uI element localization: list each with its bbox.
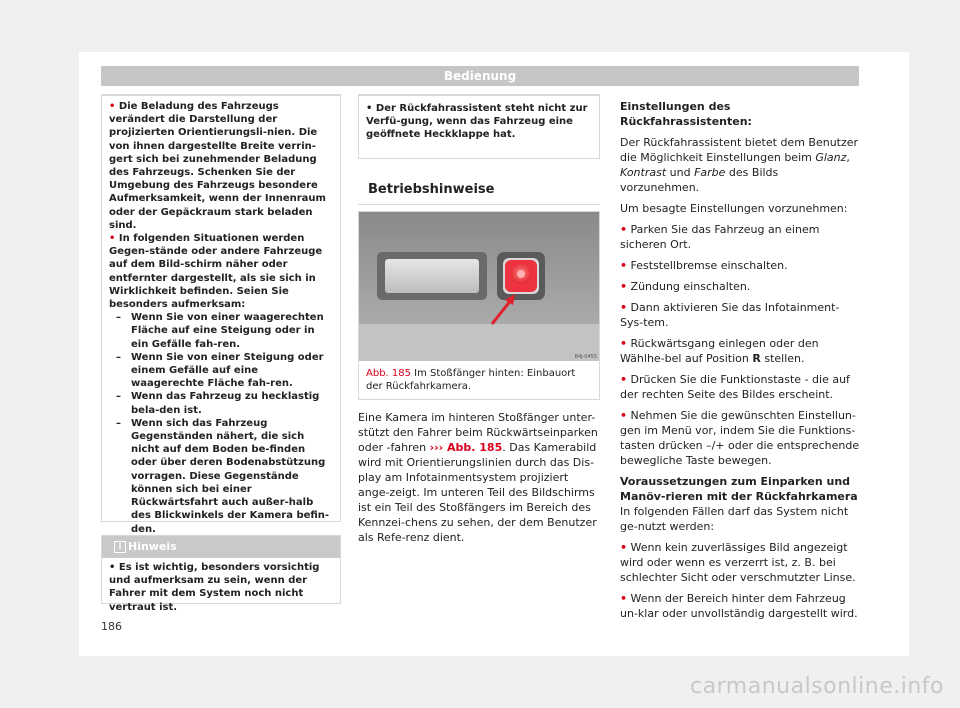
step-text: Rückwärtsgang einlegen oder den Wählhe-bel auf Position — [620, 337, 819, 365]
step-text: Zündung einschalten. — [630, 280, 751, 293]
col2-text-before: Eine Kamera im hinteren Stoßfänger unter-stützt den Fahrer beim Rückwärtseinparken oder -fahren — [358, 411, 598, 454]
condition-text: Wenn kein zuverlässiges Bild angezeigt wird oder wenn es verzerrt ist, z. B. bei schlechter Sicht oder verschmutzter Linse. — [620, 541, 856, 584]
page-header: Bedienung — [101, 66, 859, 86]
bullet-icon: • — [620, 541, 628, 554]
figure-reference-link[interactable]: ››› Abb. 185 — [429, 441, 503, 454]
figure-label: Abb. 185 — [366, 368, 411, 379]
heading-settings: Einstellungen des Rückfahrassistenten: — [620, 100, 752, 128]
warning-col2-item — [366, 102, 593, 142]
step-text: Drücken Sie die Funktionstaste - die auf der rechten Seite des Bildes erscheint. — [620, 373, 850, 401]
intro-part: , — [846, 151, 850, 164]
warning-subitem — [109, 351, 334, 391]
bullet-icon: • — [620, 259, 628, 272]
col2-paragraph — [358, 410, 603, 545]
bullet-icon: • — [620, 373, 628, 386]
warning-subitem-text: Wenn das Fahrzeug zu hecklastig bela-den ist. — [131, 391, 320, 416]
info-icon: i — [114, 541, 126, 553]
figure-caption — [366, 367, 594, 393]
watermark: carmanualsonline.info — [690, 674, 944, 699]
note-title: Hinweis — [128, 540, 177, 553]
note-box — [101, 535, 341, 613]
bullet-icon: • — [620, 409, 628, 422]
gear-position-r: R — [752, 352, 761, 365]
bullet-icon: • — [620, 592, 628, 605]
intro-part: des Bilds vorzunehmen. — [620, 166, 779, 194]
note-item — [109, 561, 334, 614]
step-item — [620, 336, 860, 366]
requirements-intro: In folgenden Fällen darf das System nicht ge-nutzt werden: — [620, 505, 849, 533]
col3 — [620, 99, 860, 621]
step-text: Nehmen Sie die gewünschten Einstellun-gen im Menü vor, indem Sie die Funktions-tasten drücken –/+ oder die entsprechende bewegliche Taste bewegen. — [620, 409, 860, 467]
warning-box-col1 — [101, 94, 341, 535]
settings-lead: Um besagte Einstellungen vorzunehmen: — [620, 202, 848, 215]
step-item — [620, 222, 860, 252]
warning-subitem-text: Wenn Sie von einer Steigung oder einem Gefälle auf eine waagerechte Fläche fah-ren. — [131, 351, 324, 390]
warning-item-2-text: In folgenden Situationen werden Gegen-stände oder andere Fahrzeuge auf dem Bild-schirm näher oder entfernter dargestellt, als sie sich in Wirklichkeit befinden. Seien Sie besonders aufmerksam: — [109, 233, 323, 311]
warning-subitem — [109, 417, 334, 536]
step-item — [620, 279, 860, 294]
bullet-icon: • — [109, 562, 116, 573]
step-item — [620, 300, 860, 330]
condition-item — [620, 540, 860, 585]
term-farbe: Farbe — [694, 166, 726, 179]
section-divider — [358, 204, 600, 205]
section-title: Betriebshinweise — [368, 182, 495, 197]
figure-caption-text: Im Stoßfänger hinten: Einbauort der Rückfahrkamera. — [366, 368, 576, 392]
step-item — [620, 408, 860, 468]
note-item-text: Es ist wichtig, besonders vorsichtig und aufmerksam zu sein, wenn der Fahrer mit dem System noch nicht vertraut ist. — [109, 562, 320, 613]
intro-part: Der Rückfahrassistent bietet dem Benutzer die Möglichkeit Einstellungen beim — [620, 136, 859, 164]
figure-code: B4J-0455 — [574, 354, 597, 360]
warning-item-1-text: Die Beladung des Fahrzeugs verändert die Darstellung der projizierten Orientierungsli-nien. Die von ihnen dargestellte Breite verrin-gert sich bei zunehmender Beladung des Fahrzeugs. Schenken Sie der Umgebung des Fahrzeugs besondere Aufmerksamkeit, wenn der Innenraum oder der Gepäckraum stark beladen sind. — [109, 101, 326, 231]
bullet-icon: • — [620, 337, 628, 350]
bullet-icon: • — [620, 301, 628, 314]
step-text: stellen. — [760, 352, 805, 365]
warning-subitem-text: Wenn sich das Fahrzeug Gegenständen nähert, die sich nicht auf dem Boden be-finden oder über deren Bodenabstützung vorragen. Diese Gegenstände können sich bei einer Rückwärtsfahrt auch außer-halb des Blickwinkels der Kamera befin-den. — [131, 417, 330, 535]
rear-bumper-camera-illustration — [359, 212, 599, 361]
step-item — [620, 372, 860, 402]
warning-box-col2 — [358, 94, 600, 159]
bullet-icon: • — [109, 101, 116, 112]
heading-requirements: Voraussetzungen zum Einparken und Manöv-rieren mit der Rückfahrkamera — [620, 475, 858, 503]
step-text: Feststellbremse einschalten. — [630, 259, 788, 272]
step-text: Parken Sie das Fahrzeug an einem sicheren Ort. — [620, 223, 820, 251]
dash-icon: – — [116, 351, 121, 363]
dash-icon: – — [116, 391, 121, 403]
dash-icon: – — [116, 312, 121, 324]
step-text: Dann aktivieren Sie das Infotainment-Sys-tem. — [620, 301, 840, 329]
bullet-icon: • — [620, 223, 628, 236]
settings-intro — [620, 135, 860, 195]
bullet-icon: • — [366, 103, 373, 114]
warning-subitem-text: Wenn Sie von einer waagerechten Fläche auf eine Steigung oder in ein Gefälle fah-ren. — [131, 312, 324, 350]
note-header — [102, 536, 340, 558]
warning-item-1 — [109, 100, 334, 232]
warning-col2-text: Der Rückfahrassistent steht nicht zur Verfü-gung, wenn das Fahrzeug eine geöffnete Heckklappe hat. — [366, 103, 588, 141]
term-glanz: Glanz — [815, 151, 847, 164]
condition-text: Wenn der Bereich hinter dem Fahrzeug un-klar oder unvollständig dargestellt wird. — [620, 592, 858, 620]
figure-box — [358, 211, 600, 400]
dash-icon: – — [116, 417, 121, 429]
condition-item — [620, 591, 860, 621]
term-kontrast: Kontrast — [620, 166, 667, 179]
bullet-icon: • — [109, 233, 116, 245]
intro-part: und — [666, 166, 695, 179]
warning-subitem — [109, 311, 334, 351]
warning-subitem — [109, 390, 334, 416]
page-number: 186 — [101, 620, 122, 633]
step-item — [620, 258, 860, 273]
warning-item-2 — [109, 232, 334, 311]
bullet-icon: • — [620, 280, 628, 293]
col2-text-after: . Das Kamerabild wird mit Orientierungslinien durch das Dis-play am Infotainmentsystem projiziert ange-zeigt. Im unteren Teil des Bildschirms ist ein Teil des Stoßfängers im Bereich des Kennzei-chens zu sehen, der dem Benutzer als Refe-renz dient. — [358, 441, 597, 544]
